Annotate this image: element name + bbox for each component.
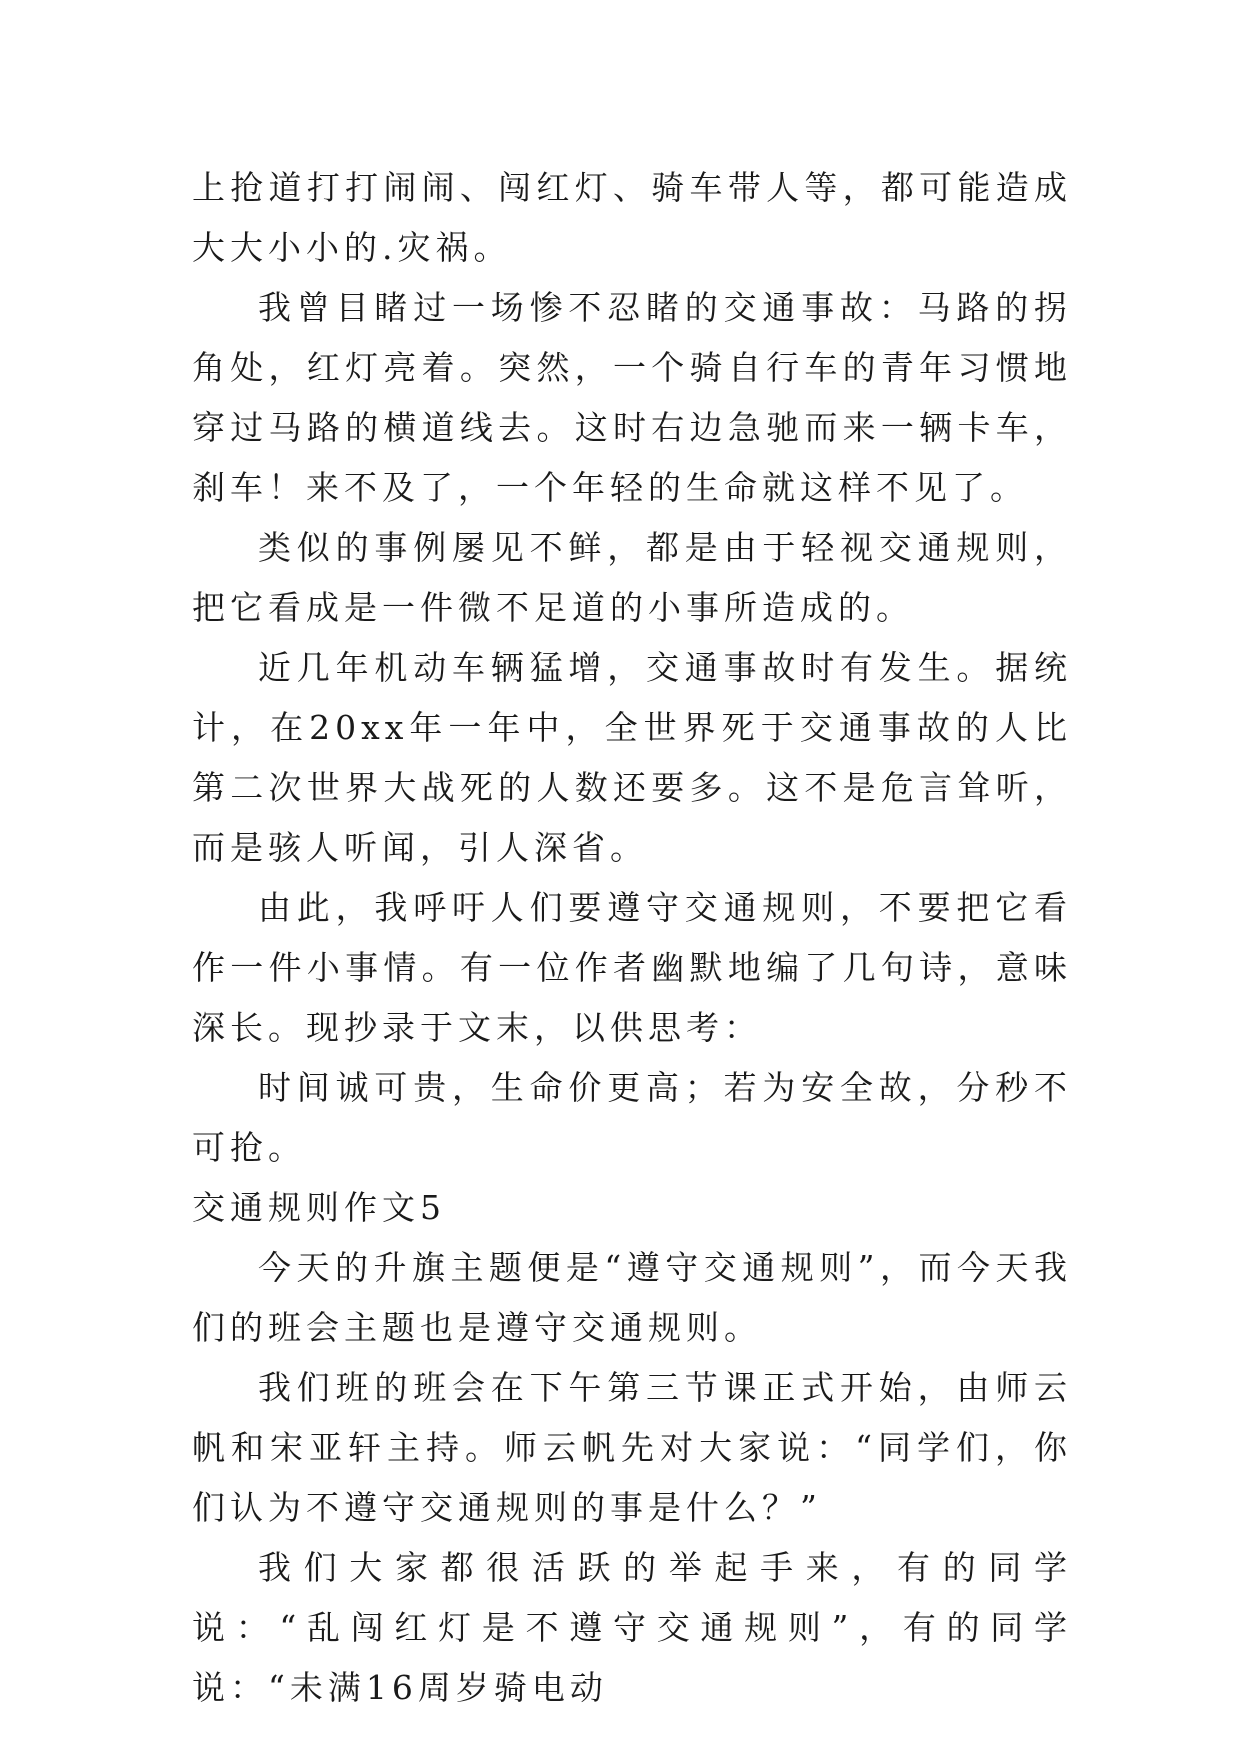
paragraph-8: 我们大家都很活跃的举起手来，有的同学说：“乱闯红灯是不遵守交通规则”，有的同学说：“未满16周岁骑电动 bbox=[192, 1548, 1072, 1707]
paragraph-4: 近几年机动车辆猛增，交通事故时有发生。据统计，在20xx年一年中，全世界死于交通事故的人比第二次世界大战死的人数还要多。这不是危言耸听，而是骇人听闻，引人深省。 bbox=[192, 648, 1072, 867]
paragraph-1: 上抢道打打闹闹、闯红灯、骑车带人等，都可能造成大大小小的.灾祸。 bbox=[192, 168, 1072, 267]
poem-line: 时间诚可贵，生命价更高；若为安全故，分秒不可抢。 bbox=[192, 1068, 1072, 1167]
paragraph-3: 类似的事例屡见不鲜，都是由于轻视交通规则，把它看成是一件微不足道的小事所造成的。 bbox=[192, 528, 1072, 627]
section-heading: 交通规则作文5 bbox=[192, 1188, 446, 1227]
paragraph-7: 我们班的班会在下午第三节课正式开始，由师云帆和宋亚轩主持。师云帆先对大家说：“同学们，你们认为不遵守交通规则的事是什么？” bbox=[192, 1368, 1072, 1527]
document-body bbox=[192, 158, 1072, 1718]
paragraph-2: 我曾目睹过一场惨不忍睹的交通事故：马路的拐角处，红灯亮着。突然，一个骑自行车的青年习惯地穿过马路的横道线去。这时右边急驰而来一辆卡车，刹车！来不及了，一个年轻的生命就这样不见了。 bbox=[192, 288, 1072, 507]
paragraph-5: 由此，我呼吁人们要遵守交通规则，不要把它看作一件小事情。有一位作者幽默地编了几句诗，意味深长。现抄录于文末，以供思考： bbox=[192, 888, 1072, 1047]
paragraph-6: 今天的升旗主题便是“遵守交通规则”，而今天我们的班会主题也是遵守交通规则。 bbox=[192, 1248, 1072, 1347]
